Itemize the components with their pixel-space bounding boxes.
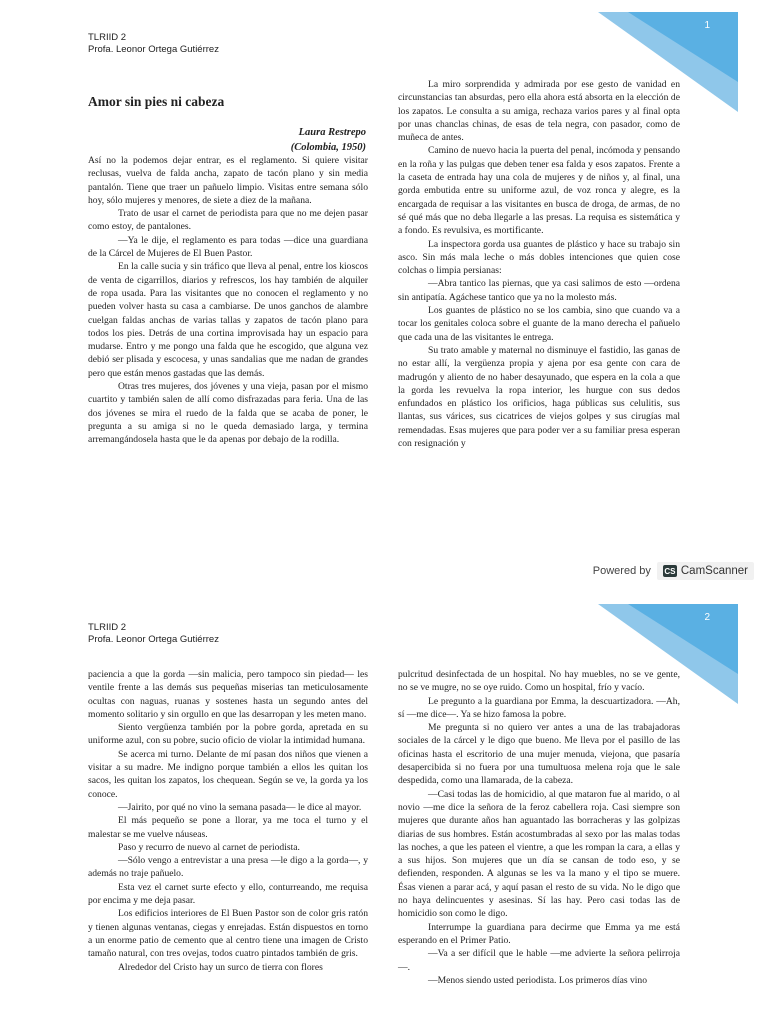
right-column bbox=[398, 668, 680, 987]
powered-label: Powered by bbox=[592, 565, 651, 577]
paragraph: —Casi todas las de homicidio, al que mataron fue al marido, o al novio —me dice la señora de la feroz cabellera roja. Casi siempre son mujeres que durante años han aguantado las borracheras y las golpizas diarias de sus hombres. Están acostumbradas al sexo por las malas todas las noches, a que les pateen el vientre, a que les rompan la cara, a ellas y a sus hijos. Son mujeres que un día se cansan de todo eso, y se defienden, responden. A algunas se les va la mano y el tipo se muere. Ésas vienen a parar acá, y aquí pasan el resto de su vida. No le digo que no haya delincuentes y asesinas. Sí las hay. Pero casi todas las de homicidio son como le digo. bbox=[398, 788, 680, 920]
paragraph: —Va a ser difícil que le hable —me advierte la señora pelirroja—. bbox=[398, 948, 680, 973]
left-column bbox=[88, 154, 368, 447]
paragraph: Los edificios interiores de El Buen Pastor son de color gris ratón y tienen algunas ventanas, ciegas y enrejadas. Están dispuestos en torno a un enorme patio de cemento que al centro tiene una imagen de Cristo tamaño natural, con tres ovejas, todos cuatro pintados también de gris. bbox=[88, 908, 368, 960]
paragraph: Alrededor del Cristo hay un surco de tierra con flores bbox=[118, 961, 323, 973]
paragraph: Otras tres mujeres, dos jóvenes y una vieja, pasan por el mismo cuartito y también salen de allí como disfrazadas para feria. Una de las dos jóvenes se mira el ruedo de la falda que se acaba de poner, le pregunta a su amiga si no le queda demasiado larga, y termina arremangándosela hasta que le da apenas por debajo de la rodilla. bbox=[88, 381, 368, 446]
paragraph: Trato de usar el carnet de periodista para que no me dejen pasar como estoy, de pantalones. bbox=[88, 208, 368, 233]
paragraph: —Sólo vengo a entrevistar a una presa —le digo a la gorda—, y además no traje pañuelo. bbox=[88, 855, 368, 880]
paragraph: La inspectora gorda usa guantes de plástico y hace su trabajo sin asco. Sin más mala leche o más dobles intenciones que quien cose colchas o limpia persianas: bbox=[398, 238, 680, 277]
paragraph: Siento vergüenza también por la pobre gorda, apretada en su uniforme azul, con su pobre, sucio oficio de violar la intimidad humana. bbox=[88, 722, 368, 747]
camscanner-logo-icon: CS bbox=[664, 566, 676, 576]
teacher-name: Profa. Leonor Ortega Gutiérrez bbox=[88, 634, 219, 645]
author-block bbox=[291, 126, 366, 155]
author-origin: (Colombia, 1950) bbox=[290, 141, 366, 153]
paragraph: Su trato amable y maternal no disminuye el fastidio, las ganas de no estar allí, la vergüenza propia y ajena por esa gente con cara de madrugón y aliento de no haber desayunado, que espera en la cola a que la gorda les revuelva la ropa interior, les hurgue con sus dedos enfundados en plástico los orificios, haga públicas sus celulitis, sus llantas, sus várices, sus cicatrices de viejos golpes y sus cirugías mal remendadas. Esas mujeres que para poder ver a su familiar presa esperan con resignación y bbox=[398, 344, 680, 450]
paragraph: Los guantes de plástico no se los cambia, sino que cuando va a tocar los genitales coloca sobre el guante de la mano derecha el pañuelo que cada una de las visitantes le entrega. bbox=[398, 305, 680, 343]
paragraph: paciencia a que la gorda —sin malicia, pero tampoco sin piedad— les ventile frente a las demás sus pequeñas miserias tan meticulosamente ocultas con naguas, ruanas y sostenes hasta un segundo antes del momento solitario y sin orgullo en que las desarropan y les meten mano. bbox=[88, 669, 368, 720]
paragraph: Interrumpe la guardiana para decirme que Emma ya me está esperando en el Primer Patio. bbox=[398, 921, 680, 946]
paragraph: Así no la podemos dejar entrar, es el reglamento. Si quiere visitar reclusas, vuelva de falda ancha, zapato de tacón plano y sin media pantalón. Tiene que traer un pañuelo limpio. Visitas entre semana sólo hoy, sólo mujeres y menores, de siete a diez de la mañana. bbox=[88, 155, 368, 206]
camscanner-watermark bbox=[593, 562, 754, 580]
paragraph: Camino de nuevo hacia la puerta del penal, incómoda y pensando en la roña y las pulgas que deben tener esa falda y esos zapatos. Frente a la caseta de entrada hay una cola de mujeres y de niños y, al final, una gorda embutida entre su uniforme azul, de voz ronca y alegre, es la encargada de requisar a las visitantes en busca de droga, de armas, de no sé qué más que no deba llegarle a las presas. La requisa es sistemática y a fondo. Es revulsiva, es mortificante. bbox=[398, 145, 680, 237]
paragraph: Se acerca mi turno. Delante de mí pasan dos niños que vienen a visitar a su madre. Me indigno porque también a ellos les quitan los sacos, les quitan los zapatos, los chequean. Según se ve, la gorda ya los conoce. bbox=[88, 748, 368, 800]
course-code: TLRIID 2 bbox=[88, 622, 127, 633]
paragraph: En la calle sucia y sin tráfico que lleva al penal, entre los kioscos de venta de cigarrillos, diarios y refrescos, los hay también de alquiler de ropa usada. Para las visitantes que no conocen el reglamento y no pueden volver hasta su casa a cambiarse. De unos ganchos de alambre cuelgan faldas anchas de varias tallas y zapatos de tacón plano para todos los pies. Detrás de una cortina improvisada hay un espacio para mudarse. Entro y me pongo una falda que he escogido, que alguna vez debió ser plisada y escocesa, y unas sandalias que me nadan de grandes pero que están menos gastadas que las demás. bbox=[88, 261, 368, 379]
story-title: Amor sin pies ni cabeza bbox=[88, 94, 225, 109]
paragraph: —Jairito, por qué no vino la semana pasada— le dice al mayor. bbox=[118, 801, 362, 813]
paragraph: El más pequeño se pone a llorar, ya me toca el turno y el malestar se me vuelve náuseas. bbox=[88, 815, 368, 840]
course-code: TLRIID 2 bbox=[88, 32, 127, 43]
paragraph: Esta vez el carnet surte efecto y ello, conturreando, me requisa por encima y me deja pasar. bbox=[88, 881, 368, 907]
left-column bbox=[88, 668, 368, 974]
page-number: 1 bbox=[704, 20, 710, 31]
teacher-name: Profa. Leonor Ortega Gutiérrez bbox=[88, 44, 219, 55]
page-number: 2 bbox=[704, 612, 710, 623]
paragraph: pulcritud desinfectada de un hospital. No hay muebles, no se ve gente, no se ve mugre, no se oye ruido. Como un hospital, frío y vacío. bbox=[398, 669, 680, 694]
paragraph: La miro sorprendida y admirada por ese gesto de vanidad en circunstancias tan absurdas, pero ella ahora está absorta en la elección de los zapatos. Le consulta a su amiga, rechaza varios pares y al final opta por unas chanclas chinas, de esas de tela negra, con pasador, como de muñeca de antes. bbox=[398, 79, 680, 144]
paragraph: Me pregunta si no quiero ver antes a una de las trabajadoras sociales de la cárcel y le digo que bueno. Me lleva por el pasillo de las oficinas hasta el escritorio de una mujer menuda, viejona, que pasaría desapercibida si no fuera por una tumultuosa melena roja que le sale despedida, como una llamarada, de la cabeza. bbox=[398, 722, 680, 787]
author-name: Laura Restrepo bbox=[298, 127, 366, 138]
paragraph: Paso y recurro de nuevo al carnet de periodista. bbox=[118, 841, 300, 853]
right-column bbox=[398, 78, 680, 450]
scanned-page-2 bbox=[0, 600, 768, 1024]
paragraph: Le pregunto a la guardiana por Emma, la descuartizadora. —Ah, sí —me dice—. Ya se hizo famosa la pobre. bbox=[398, 695, 680, 720]
paragraph: —Ya le dije, el reglamento es para todas —dice una guardiana de la Cárcel de Mujeres de El Buen Pastor. bbox=[88, 234, 368, 260]
paragraph: —Menos siendo usted periodista. Los primeros días vino bbox=[428, 974, 648, 986]
paragraph: —Abra tantico las piernas, que ya casi salimos de esto —ordena sin antipatía. Agáchese tantico que ya no la molesto más. bbox=[398, 278, 680, 303]
camscanner-name: CamScanner bbox=[680, 565, 748, 577]
